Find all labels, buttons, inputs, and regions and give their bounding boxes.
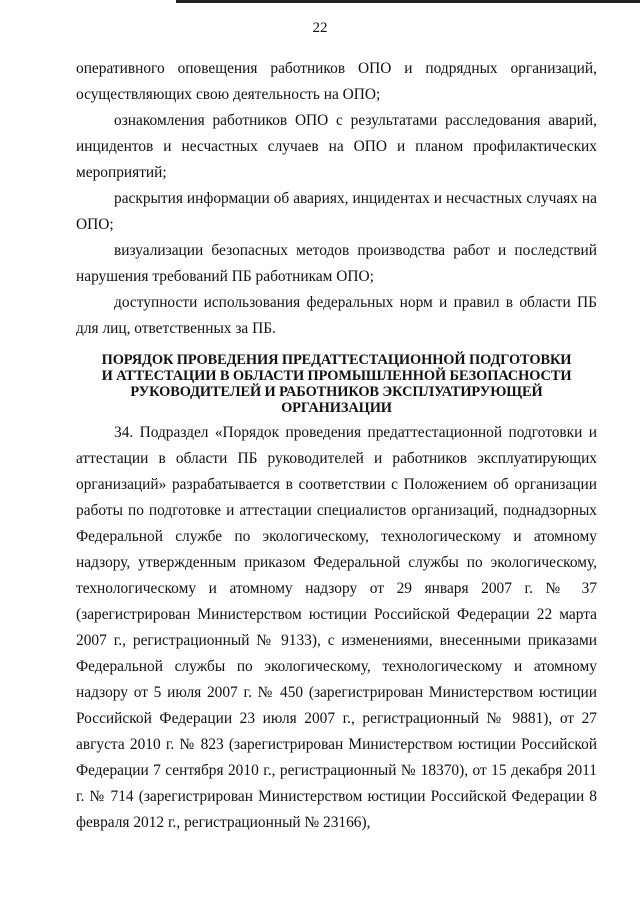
section-heading-line-1: ПОРЯДОК ПРОВЕДЕНИЯ ПРЕДАТТЕСТАЦИОННОЙ ПОДГОТОВКИ	[101, 352, 572, 368]
paragraph-familiarization: ознакомления работников ОПО с результатами расследования аварий, инцидентов и несчастных случаев на ОПО и планом профилактических мероприятий;	[76, 112, 597, 181]
paragraph-34: 34. Подраздел «Порядок проведения предаттестационной подготовки и аттестации в области ПБ руководителей и работников эксплуатирующих организаций» разрабатывается в соответствии с Положением об организации работы по подготовке и аттестации специалистов организаций, поднадзорных Федеральной службе по экологическому, технологическому и атомному надзору, утвержденным приказом Федеральной службы по экологическому, технологическому и атомному надзору от 29 января 2007 г. № 37 (зарегистрирован Министерством юстиции Российской Федерации 22 марта 2007 г., регистрационный № 9133), с изменениями, внесенными приказами Федеральной службы по экологическому, технологическому и атомному надзору от 5 июля 2007 г. № 450 (зарегистрирован Министерством юстиции Российской Федерации 23 июля 2007 г., регистрационный № 9881), от 27 августа 2010 г. № 823 (зарегистрирован Министерством юстиции Российской Федерации 7 сентября 2010 г., регистрационный № 18370), от 15 декабря 2011 г. № 714 (зарегистрирован Министерством юстиции Российской Федерации 8 февраля 2012 г., регистрационный № 23166),	[76, 424, 597, 831]
paragraph-disclosure: раскрытия информации об авариях, инцидентах и несчастных случаях на ОПО;	[76, 190, 597, 233]
paragraph-accessibility: доступности использования федеральных норм и правил в области ПБ для лиц, ответственных за ПБ.	[76, 294, 597, 337]
document-body	[76, 56, 597, 836]
section-heading-line-2: И АТТЕСТАЦИИ В ОБЛАСТИ ПРОМЫШЛЕННОЙ БЕЗОПАСНОСТИ	[101, 368, 572, 384]
top-edge-rule	[176, 0, 640, 3]
paragraph-notification: оперативного оповещения работников ОПО и подрядных организаций, осуществляющих свою деятельность на ОПО;	[76, 60, 597, 103]
paragraph-visualization: визуализации безопасных методов производства работ и последствий нарушения требований ПБ работникам ОПО;	[76, 242, 597, 285]
section-heading-line-3: РУКОВОДИТЕЛЕЙ И РАБОТНИКОВ ЭКСПЛУАТИРУЮЩЕЙ ОРГАНИЗАЦИИ	[130, 384, 543, 416]
section-heading	[76, 352, 597, 416]
page-number: 22	[312, 20, 328, 36]
